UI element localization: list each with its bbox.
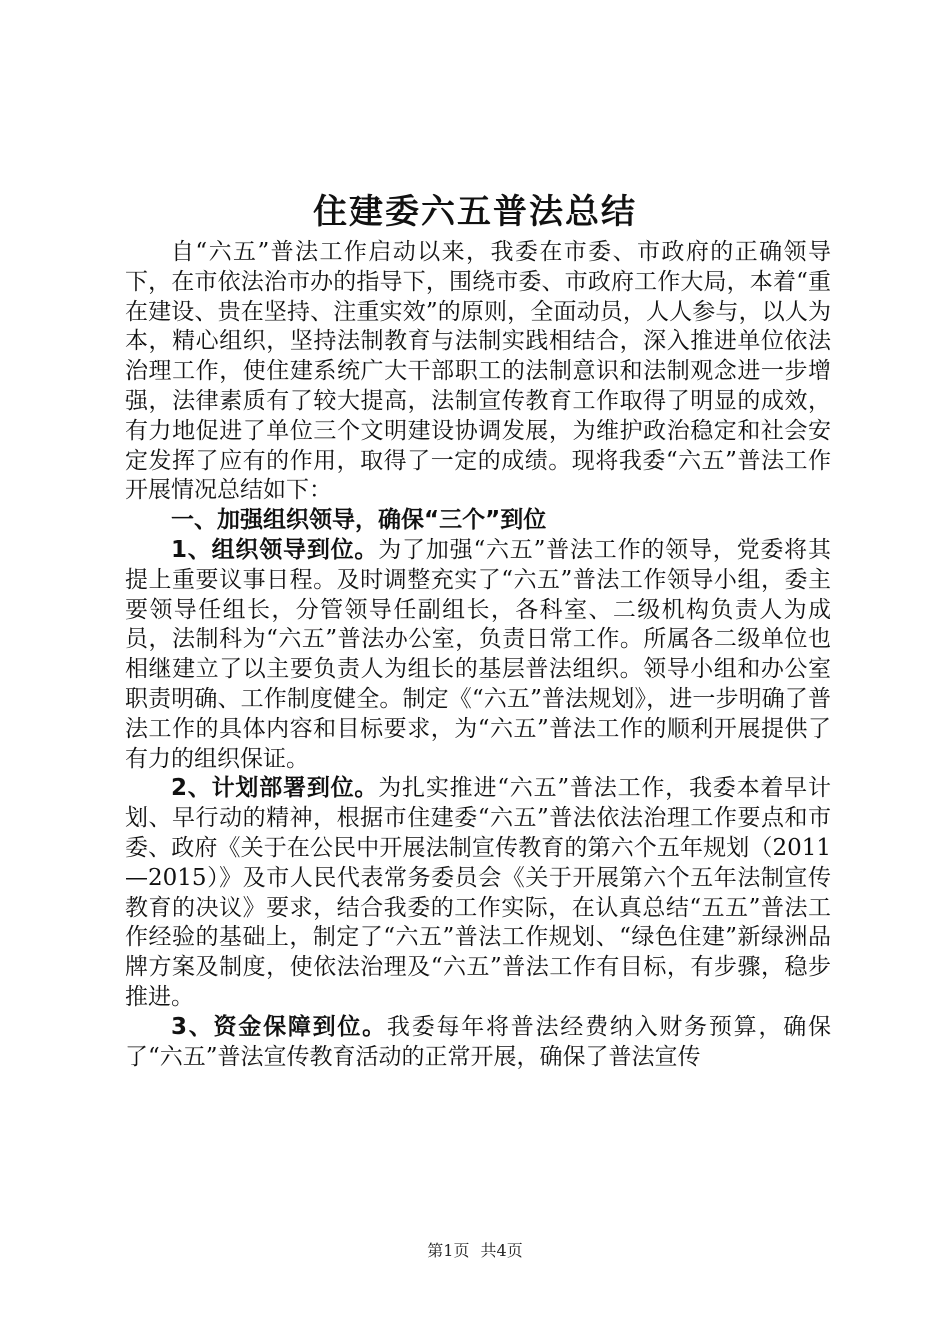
page-number: 第1页 [427, 1241, 470, 1260]
item-paragraph-3 [125, 1013, 831, 1073]
item-text-2: 为扎实推进“六五”普法工作，我委本着早计划、早行动的精神，根据市住建委“六五”普法依法治理工作要点和市委、政府《关于在公民中开展法制宣传教育的第六个五年规划（2011—2015）》及市人民代表常务委员会《关于开展第六个五年法制宣传教育的决议》要求，结合我委的工作实际，在认真总结“五五”普法工作经验的基础上，制定了“六五”普法工作规划、“绿色住建”新绿洲品牌方案及制度，使依法治理及“六五”普法工作有目标，有步骤，稳步推进。 [125, 775, 831, 1010]
item-lead-1: 1、组织领导到位。 [171, 536, 379, 563]
document-body [125, 238, 831, 1072]
item-paragraph-1 [125, 536, 831, 774]
document-title: 住建委六五普法总结 [313, 192, 637, 232]
section-heading: 一、加强组织领导，确保“三个”到位 [171, 507, 547, 534]
intro-paragraph: 自“六五”普法工作启动以来，我委在市委、市政府的正确领导下，在市依法治市办的指导下，围绕市委、市政府工作大局，本着“重在建设、贵在坚持、注重实效”的原则，全面动员，人人参与，以人为本，精心组织，坚持法制教育与法制实践相结合，深入推进单位依法治理工作，使住建系统广大干部职工的法制意识和法制观念进一步增强，法律素质有了较大提高，法制宣传教育工作取得了明显的成效，有力地促进了单位三个文明建设协调发展，为维护政治稳定和社会安定发挥了应有的作用，取得了一定的成绩。现将我委“六五”普法工作开展情况总结如下： [125, 239, 831, 504]
page-total: 共4页 [480, 1241, 523, 1260]
page-footer [0, 1238, 950, 1261]
item-paragraph-2 [125, 774, 831, 1012]
item-lead-2: 2、计划部署到位。 [171, 775, 379, 802]
item-text-3: 我委每年将普法经费纳入财务预算，确保了“六五”普法宣传教育活动的正常开展，确保了普法宣传 [125, 1013, 831, 1070]
item-lead-3: 3、资金保障到位。 [171, 1013, 387, 1040]
item-text-1: 为了加强“六五”普法工作的领导，党委将其提上重要议事日程。及时调整充实了“六五”普法工作领导小组，委主要领导任组长，分管领导任副组长，各科室、二级机构负责人为成员，法制科为“六五”普法办公室，负责日常工作。所属各二级单位也相继建立了以主要负责人为组长的基层普法组织。领导小组和办公室职责明确、工作制度健全。制定《“六五”普法规划》，进一步明确了普法工作的具体内容和目标要求，为“六五”普法工作的顺利开展提供了有力的组织保证。 [125, 536, 831, 772]
